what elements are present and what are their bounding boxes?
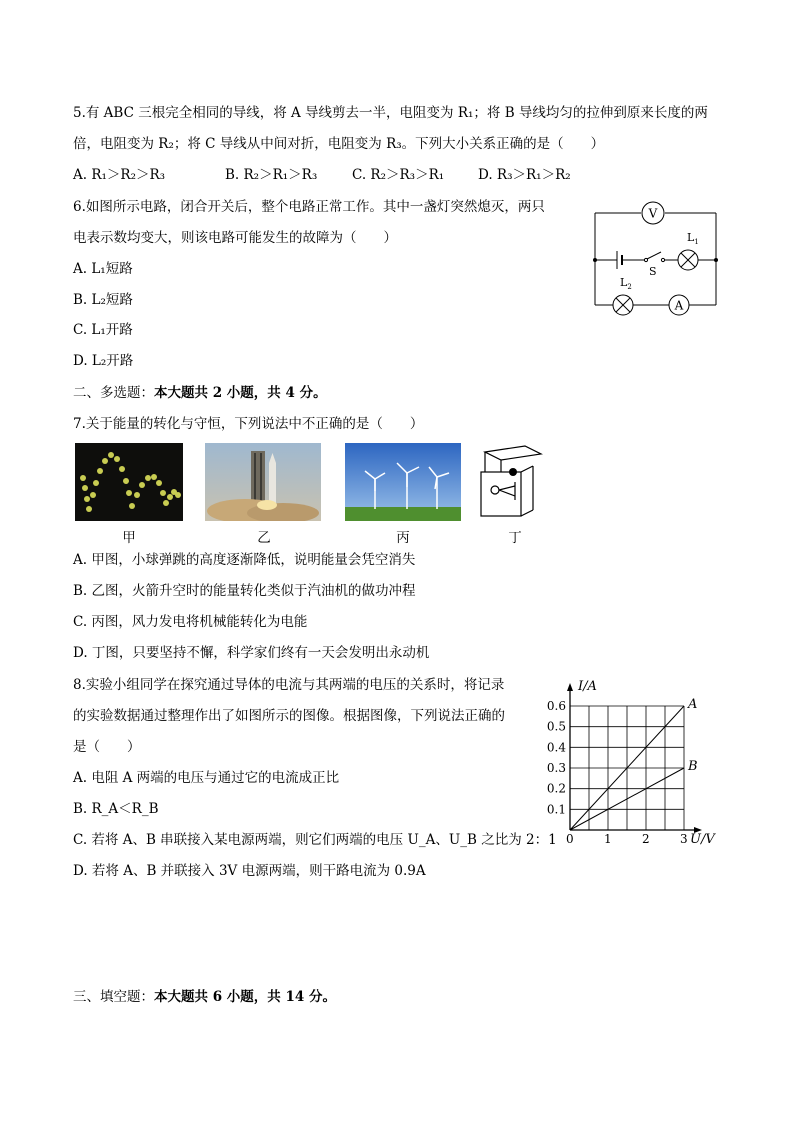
- q6-line1: 6.如图所示电路，闭合开关后，整个电路正常工作。其中一盏灯突然熄灭，两只: [73, 199, 545, 215]
- q8-option-a: A. 电阻 A 两端的电压与通过它的电流成正比: [73, 770, 340, 786]
- x-tick-label: 2: [642, 832, 650, 846]
- bouncing-ball-image: [75, 443, 183, 521]
- q8-line2: 的实验数据通过整理作出了如图所示的图像。根据图像，下列说法正确的: [73, 708, 505, 724]
- caption-yi: 乙: [257, 530, 271, 546]
- x-axis-label: U/V: [690, 832, 715, 847]
- q7-line1: 7.关于能量的转化与守恒，下列说法中不正确的是（ ）: [73, 416, 424, 432]
- q8-option-b: B. R_A＜R_B: [73, 801, 159, 817]
- q5-option-a: A. R₁＞R₂＞R₃: [73, 167, 166, 183]
- y-tick-label: 0.2: [546, 781, 566, 796]
- lamp-l1-label: $L_1$: [687, 231, 699, 246]
- q7-option-d: D. 丁图，只要坚持不懈，科学家们终有一天会发明出永动机: [73, 645, 430, 661]
- caption-jia: 甲: [122, 530, 136, 546]
- q5-option-c: C. R₂＞R₃＞R₁: [352, 167, 445, 183]
- caption-bing: 丙: [396, 530, 410, 546]
- y-tick-label: 0.6: [546, 699, 566, 713]
- caption-ding: 丁: [508, 530, 522, 546]
- x-tick-label: 0: [566, 832, 574, 846]
- q5-line2: 倍，电阻变为 R₂；将 C 导线从中间对折，电阻变为 R₃。下列大小关系正确的是（ ）: [73, 136, 605, 152]
- y-tick-label: 0.3: [546, 761, 566, 775]
- switch-icon: [647, 252, 661, 259]
- q7-option-b: B. 乙图，火箭升空时的能量转化类似于汽油机的做功冲程: [73, 583, 416, 599]
- ammeter-label: A: [674, 298, 684, 313]
- series-label-a: A: [688, 697, 698, 712]
- q5-option-b: B. R₂＞R₁＞R₃: [225, 167, 318, 183]
- perpetual-motion-image: [477, 442, 545, 520]
- q6-option-b: B. L₂短路: [73, 292, 133, 308]
- x-tick-label: 1: [604, 832, 612, 846]
- q6-option-a: A. L₁短路: [73, 261, 133, 277]
- q5-option-d: D. R₃＞R₁＞R₂: [478, 167, 571, 183]
- y-axis-arrow: [567, 683, 573, 691]
- q8-line1: 8.实验小组同学在探究通过导体的电流与其两端的电压的关系时，将记录: [73, 677, 505, 693]
- section3-heading: 三、填空题：本大题共 6 小题，共 14 分。: [73, 989, 336, 1005]
- q8-line3: 是（ ）: [73, 739, 141, 755]
- q5-line1: 5.有 ABC 三根完全相同的导线，将 A 导线剪去一半，电阻变为 R₁；将 B 导线均匀的拉伸到原来长度的两: [73, 105, 708, 121]
- y-tick-label: 0.5: [546, 719, 566, 734]
- y-tick-label: 0.1: [546, 802, 566, 817]
- y-axis-label: I/A: [578, 679, 597, 694]
- circuit-diagram: [585, 198, 725, 320]
- q8-option-d: D. 若将 A、B 并联接入 3V 电源两端，则干路电流为 0.9A: [73, 863, 426, 879]
- lamp-l2-label: $L_2$: [620, 276, 632, 291]
- wind-turbines-image: [345, 443, 461, 521]
- switch-label: S: [649, 265, 657, 278]
- q6-option-d: D. L₂开路: [73, 353, 134, 369]
- y-tick-label: 0.4: [546, 740, 566, 755]
- q6-option-c: C. L₁开路: [73, 322, 133, 338]
- q6-line2: 电表示数均变大，则该电路可能发生的故障为（ ）: [73, 230, 397, 246]
- q7-option-c: C. 丙图，风力发电将机械能转化为电能: [73, 614, 308, 630]
- rocket-launch-image: [205, 443, 321, 521]
- chart-ticks: [547, 699, 688, 846]
- section2-heading: 二、多选题：本大题共 2 小题，共 4 分。: [73, 385, 327, 401]
- iu-graph: [540, 672, 724, 848]
- voltmeter-label: V: [648, 206, 658, 221]
- x-tick-label: 3: [680, 832, 688, 846]
- q8-option-c: C. 若将 A、B 串联接入某电源两端，则它们两端的电压 U_A、U_B 之比为 2：1: [73, 832, 557, 848]
- series-label-b: B: [688, 759, 698, 774]
- q7-option-a: A. 甲图，小球弹跳的高度逐渐降低，说明能量会凭空消失: [73, 552, 416, 568]
